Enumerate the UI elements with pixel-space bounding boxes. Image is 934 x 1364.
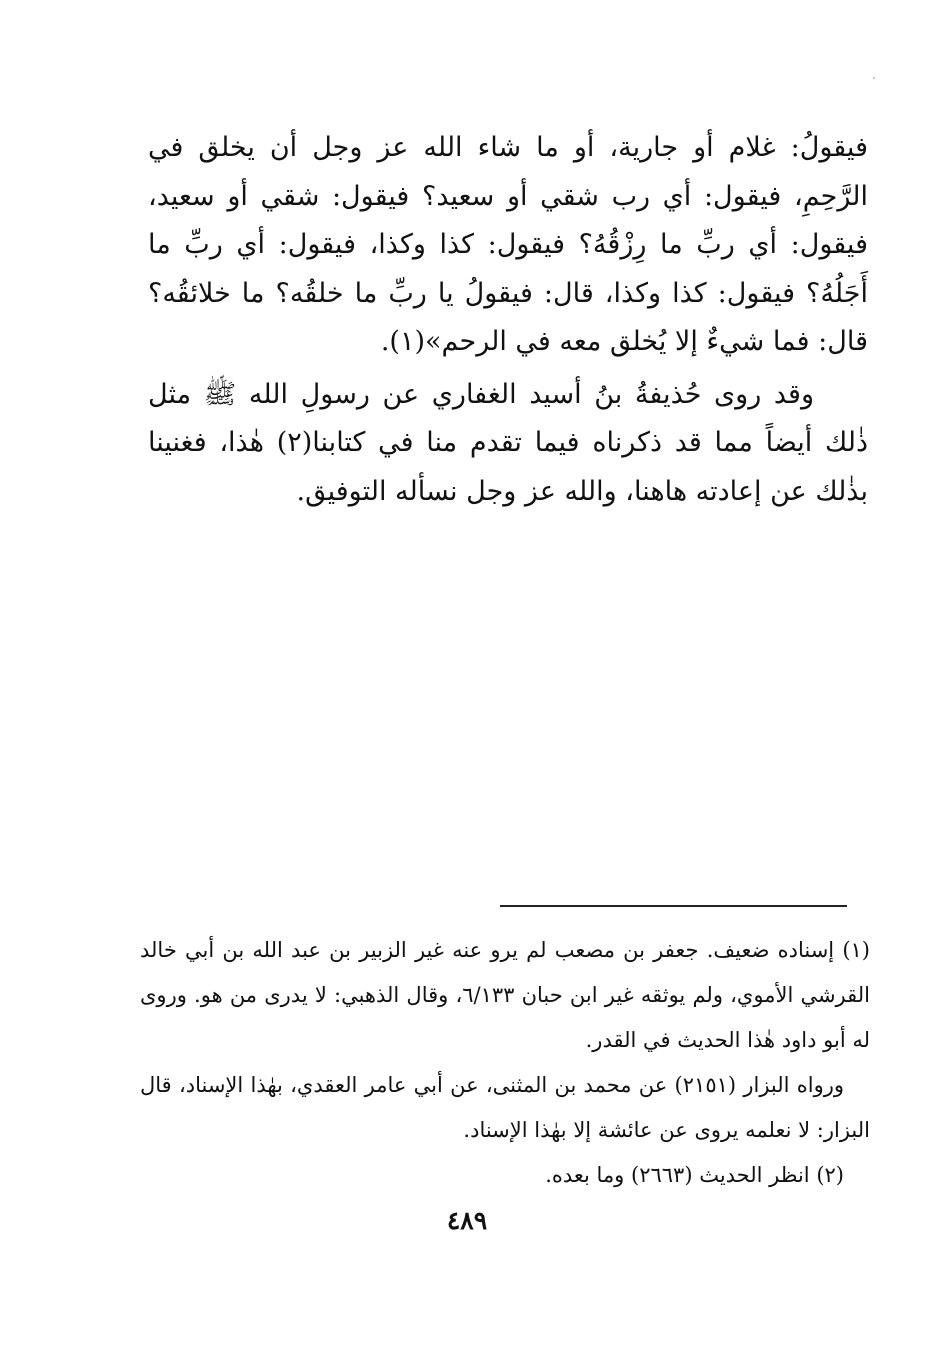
scan-speck [873,77,875,79]
main-paragraph-1: فيقولُ: غلام أو جارية، أو ما شاء الله عز وجل أن يخلق في الرَّحِمِ، فيقول: أي رب شقي أو سعيد؟ فيقول: شقي أو سعيد، فيقول: أي ربِّ ما رِزْقُهُ؟ فيقول: كذا وكذا، فيقول: أي ربِّ ما أَجَلُهُ؟ فيقول: كذا وكذا، قال: فيقولُ يا ربِّ ما خلقُه؟ ما خلائقُه؟ قال: فما شيءٌ إلا يُخلق معه في الرحم»(١). [148,132,868,357]
footnote-divider [500,905,847,907]
footnote-1-continued: ورواه البزار (٢١٥١) عن محمد بن المثنى، عن أبي عامر العقدي، بهٰذا الإسناد، قال البزار: لا نعلمه يروى عن عائشة إلا بهٰذا الإسناد. [140,1073,870,1142]
footnote-2: (٢) انظر الحديث (٢٦٦٣) وما بعده. [545,1163,844,1187]
footnote-1: (١) إسناده ضعيف. جعفر بن مصعب لم يرو عنه غير الزبير بن عبد الله بن أبي خالد القرشي الأموي، ولم يوثقه غير ابن حبان ٦/١٣٣، وقال الذهبي: لا يدرى من هو. وروى له أبو داود هٰذا الحديث في القدر. [140,938,870,1052]
main-paragraph-2: وقد روى حُذيفةُ بنُ أسيد الغفاري عن رسولِ الله ﷺ مثل ذٰلك أيضاً مما قد ذكرناه فيما تقدم منا في كتابنا(٢) هٰذا، فغنينا بذٰلك عن إعادته هاهنا، والله عز وجل نسأله التوفيق. [148,378,868,507]
main-text [148,124,868,516]
footnotes [140,928,870,1198]
page-number: ٤٨٩ [446,1206,488,1235]
